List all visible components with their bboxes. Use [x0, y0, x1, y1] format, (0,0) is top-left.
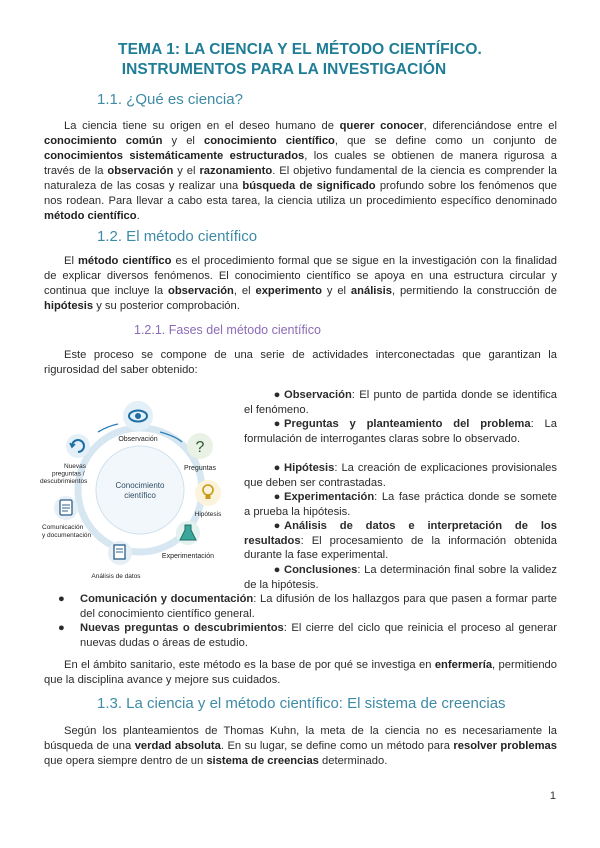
svg-text:?: ? — [195, 439, 205, 456]
section-heading-1-2-1: 1.2.1. Fases del método científico — [134, 323, 321, 337]
paragraph-metodo-cientifico: El método científico es el procedimiento formal que se sigue en la investigación con la finalidad de explicar diversos fenómenos. El conocimiento científico se apoya en una estructura circular y continua que incluye la observación, el experimento y el análisis, permitiendo la construcción de hipótesis y su posterior comprobación. — [44, 255, 558, 312]
cycle-center-label: Conocimiento científico — [115, 481, 165, 500]
list-item: ● Experimentación: La fase práctica donde se somete a prueba la hipótesis. — [244, 491, 557, 518]
node-label-hipotesis: Hipótesis — [194, 511, 222, 518]
node-label-comunicacion: Comunicación y documentación — [42, 524, 92, 539]
paragraph-fases-intro: Este proceso se compone de una serie de actividades interconectadas que garantizan la rigurosidad del saber obtenido: — [44, 349, 557, 376]
lightbulb-icon — [195, 480, 221, 506]
node-label-experimentacion: Experimentación — [161, 553, 215, 560]
list-item: ● Comunicación y documentación: La difusión de los hallazgos para que pasen a formar parte del conocimiento científico general. — [58, 593, 557, 620]
section-heading-1-1: 1.1. ¿Qué es ciencia? — [97, 91, 243, 108]
section-heading-1-3: 1.3. La ciencia y el método científico: El sistema de creencias — [97, 695, 506, 712]
list-item: ● Conclusiones: La determinación final sobre la validez de la hipótesis. — [244, 564, 557, 591]
node-label-preguntas: Preguntas — [184, 465, 216, 472]
refresh-icon — [66, 434, 90, 458]
document-title-line-1: TEMA 1: LA CIENCIA Y EL MÉTODO CIENTÍFICO. — [118, 41, 482, 58]
document-title-line-2: INSTRUMENTOS PARA LA INVESTIGACIÓN — [121, 61, 447, 78]
cycle-center — [96, 446, 184, 534]
list-item: ● Nuevas preguntas o descubrimientos: El cierre del ciclo que reinicia el proceso al generar nuevas dudas o áreas de estudio. — [58, 622, 557, 649]
node-label-observacion: Observación — [118, 436, 158, 443]
node-label-analisis: Análisis de datos — [91, 573, 141, 580]
node-label-nuevas-preguntas: Nuevas preguntas / descubrimientos — [40, 463, 88, 485]
list-item: ● Análisis de datos e interpretación de los resultados: El procesamiento de la información obtenida durante la fase experimental. — [244, 520, 557, 562]
scientific-method-cycle-diagram — [40, 398, 245, 583]
list-item: ● Hipótesis: La creación de explicaciones provisionales que deben ser contrastadas. — [244, 462, 557, 489]
page-number: 1 — [549, 790, 556, 802]
paragraph-ambito-sanitario: En el ámbito sanitario, este método es la base de por qué se investiga en enfermería, permitiendo que la disciplina avance y mejore sus cuidados. — [44, 659, 557, 686]
paragraph-que-es-ciencia: La ciencia tiene su origen en el deseo humano de querer conocer, diferenciándose entre el conocimiento común y el conocimiento científico, que se define como un conjunto de conocimientos sistemáticamente estructurados, los cuales se obtienen de manera rigurosa a través de la observación y el razonamiento. El objetivo fundamental de la ciencia es comprender la naturaleza de las cosas y realizar una búsqueda de significado profundo sobre los fenómenos que nos rodean. Para llevar a cabo esta tarea, la ciencia utiliza un procedimiento específico denominado método científico. — [44, 120, 558, 222]
paragraph-sistema-creencias: Según los planteamientos de Thomas Kuhn, la meta de la ciencia no es necesariamente la búsqueda de una verdad absoluta. En su lugar, se define como un método para resolver problemas que opera siempre dentro de un sistema de creencias determinado. — [44, 725, 557, 767]
list-item: ● Preguntas y planteamiento del problema: La formulación de interrogantes claras sobre lo observado. — [244, 418, 557, 445]
section-heading-1-2: 1.2. El método científico — [97, 228, 258, 245]
list-item: ● Observación: El punto de partida donde se identifica el fenómeno. — [244, 389, 557, 416]
